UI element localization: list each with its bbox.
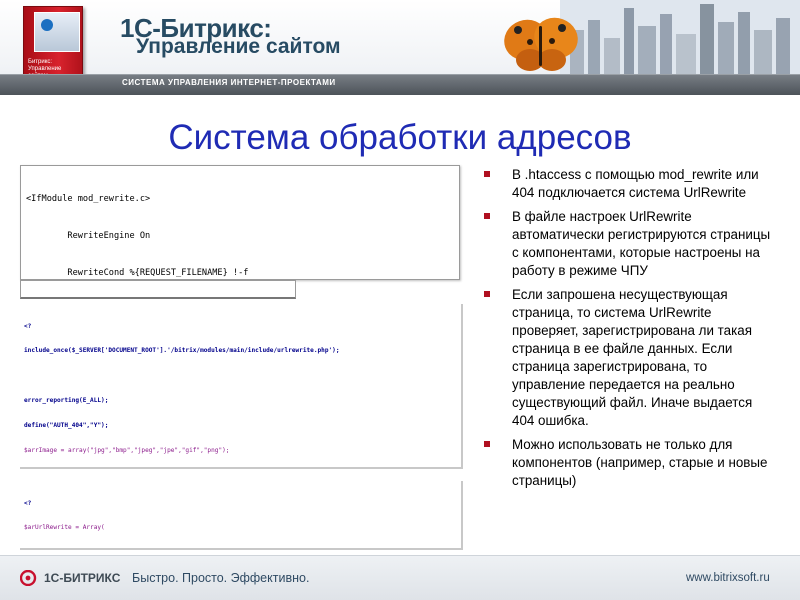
product-name: 1С-Битрикс: <box>120 13 272 43</box>
city-skyline-image <box>560 0 800 74</box>
htaccess-code-panel <box>20 165 460 280</box>
butterfly-icon <box>500 8 580 78</box>
footer-url[interactable]: www.bitrixsoft.ru <box>686 572 770 584</box>
code-line: error_reporting(E_ALL); <box>24 397 109 405</box>
slide-header <box>0 0 800 95</box>
tagline-bar <box>0 74 800 95</box>
bullet-item: В файле настроек UrlRewrite автоматически регистрируются страницы с компонентами, которые настроены на работу в режиме ЧПУ <box>482 208 772 280</box>
product-subtitle: Управление сайтом <box>136 35 341 58</box>
urlrewrite-code-panel <box>20 481 463 550</box>
code-line: include_once($_SERVER['DOCUMENT_ROOT'].'/bitrix/modules/main/include/urlrewrite.php'); <box>24 347 340 355</box>
code-line: <IfModule mod_rewrite.c> <box>26 194 151 205</box>
php-404-code-panel <box>20 304 463 469</box>
box-screenshot-image <box>34 12 80 52</box>
footer-slogan: Быстро. Просто. Эффективно. <box>132 571 310 585</box>
code-line: $arrImage = array("jpg","bmp","jpeg","jpe","gif","png"); <box>24 447 230 455</box>
bullet-list <box>482 166 772 496</box>
code-line: $arUrlRewrite = Array( <box>24 524 105 532</box>
code-line: RewriteCond %{REQUEST_FILENAME} !-f <box>26 267 249 278</box>
code-line <box>24 549 457 550</box>
code-line <box>24 372 457 380</box>
slide-title: Система обработки адресов <box>168 118 632 157</box>
product-box-image <box>23 6 83 82</box>
code-line: define("AUTH_404","Y"); <box>24 422 109 430</box>
bitrix-logo-icon <box>20 570 42 586</box>
bullet-item: Можно использовать не только для компонентов (например, старые и новые страницы) <box>482 436 772 490</box>
code-line: <? <box>24 322 32 330</box>
error-document-code-panel <box>20 280 296 299</box>
bullet-item: В .htaccess с помощью mod_rewrite или 404 подключается система UrlRewrite <box>482 166 772 202</box>
tagline: СИСТЕМА УПРАВЛЕНИЯ ИНТЕРНЕТ-ПРОЕКТАМИ <box>122 78 336 87</box>
box-caption: Битрикс: Управление <box>28 59 62 72</box>
footer-brand: 1С-БИТРИКС <box>44 571 121 585</box>
code-line: RewriteEngine On <box>26 231 151 242</box>
code-line: <? <box>24 499 32 507</box>
bullet-item: Если запрошена несуществующая страница, то система UrlRewrite проверяет, зарегистрирована ли такая страница в ее файле данных. Если страница зарегистрирована, то управление передается на реально существующий файл. Иначе выдается 404 ошибка. <box>482 286 772 430</box>
